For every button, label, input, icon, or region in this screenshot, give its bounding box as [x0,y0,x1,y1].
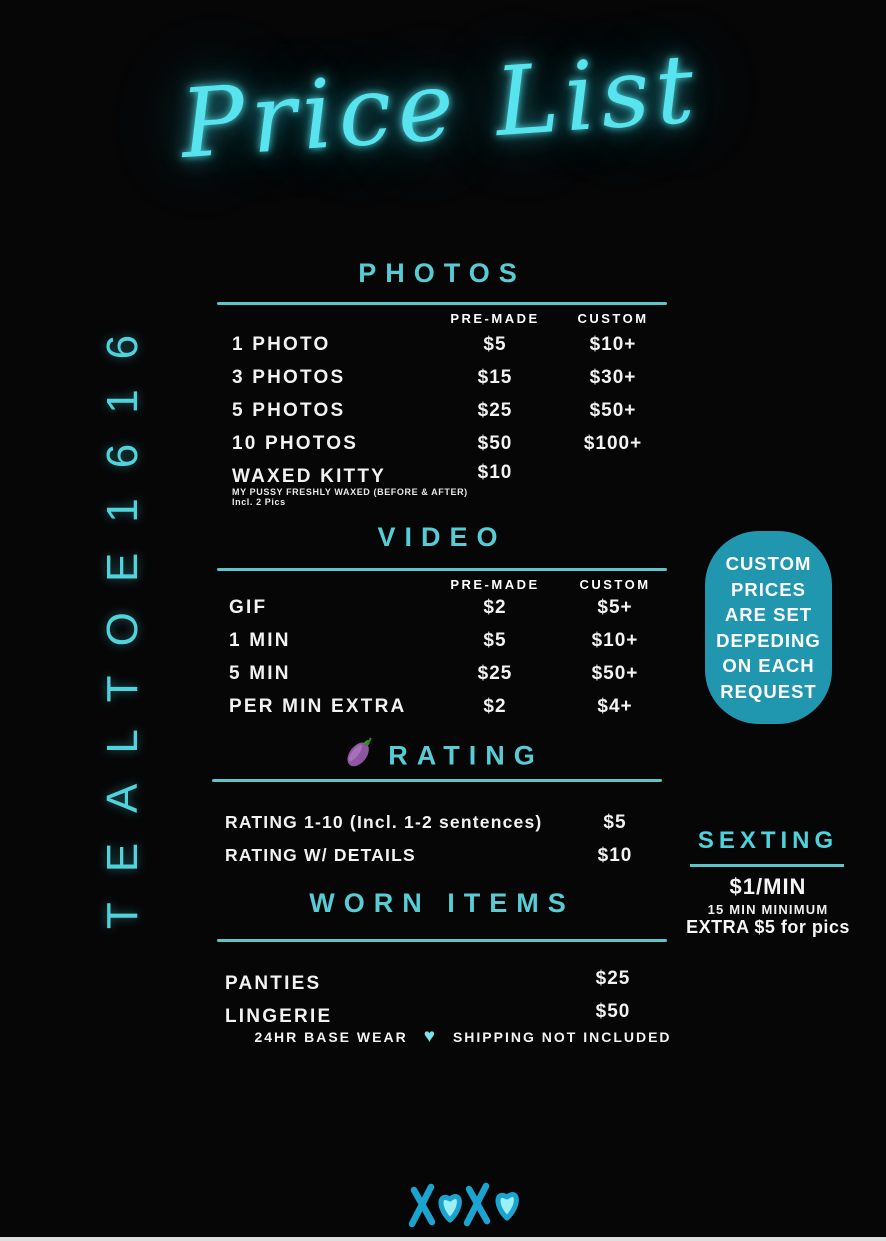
custom-price: $10+ [589,334,637,355]
photos-heading: PHOTOS [358,258,526,288]
video-col-premade: PRE-MADE [450,577,540,592]
photos-divider [217,302,667,305]
row-label: 1 MIN [229,630,291,651]
row-label: 1 PHOTO [232,334,331,355]
premade-price: $25 [477,663,513,684]
worn-items-footer [217,1026,709,1047]
row-label: PANTIES [225,973,322,994]
row-label: RATING 1-10 (Incl. 1-2 sentences) [225,812,543,832]
custom-badge-line: DEPEDING [716,629,821,651]
photos-col-custom: CUSTOM [577,311,649,326]
waxed-kitty-note-line2: Incl. 2 Pics [232,497,286,507]
custom-badge-line: REQUEST [720,680,817,702]
premade-price: $50 [477,433,513,454]
custom-prices-badge [705,531,832,724]
rating-price: $10 [597,845,633,866]
eggplant-icon [340,732,380,779]
custom-price: $30+ [589,367,637,388]
row-label: 5 PHOTOS [232,400,346,421]
sexting-minimum: 15 MIN MINIMUM [707,902,829,917]
row-label: LINGERIE [225,1006,333,1027]
custom-price: $5+ [597,597,633,618]
premade-price: $5 [483,630,507,651]
worn-items-divider [217,939,667,942]
premade-price: $10 [477,462,513,483]
xoxo-icon [406,1176,524,1239]
waxed-kitty-note-line1: MY PUSSY FRESHLY WAXED (BEFORE & AFTER) [232,487,468,497]
worn-price: $25 [595,968,631,989]
custom-price: $50+ [589,400,637,421]
worn-footer-left: 24HR BASE WEAR [254,1029,408,1045]
page-title: Price List [177,34,704,181]
premade-price: $2 [483,696,507,717]
premade-price: $5 [483,334,507,355]
row-label: GIF [229,597,268,618]
premade-price: $25 [477,400,513,421]
video-heading: VIDEO [377,522,507,552]
sexting-heading: SEXTING [697,827,839,854]
custom-price: $100+ [583,433,643,454]
sexting-rate: $1/MIN [729,874,807,899]
sexting-extra: EXTRA $5 for pics [686,917,850,937]
photos-col-premade: PRE-MADE [450,311,540,326]
brand-vertical-text: TEALTOE1616 [98,304,147,930]
rating-heading [217,734,667,781]
row-label: 10 PHOTOS [232,433,359,454]
custom-badge-line: PRICES [731,578,806,600]
heart-icon: ♥ [423,1026,437,1047]
row-label: WAXED KITTY [232,466,387,487]
custom-badge-line: CUSTOM [725,553,812,574]
video-col-custom: CUSTOM [579,577,651,592]
custom-price: $10+ [591,630,639,651]
premade-price: $15 [477,367,513,388]
row-label: 5 MIN [229,663,291,684]
rating-price: $5 [603,812,627,833]
custom-badge-line: ON EACH [722,655,815,676]
row-label: 3 PHOTOS [232,367,346,388]
worn-price: $50 [595,1001,631,1022]
worn-footer-right: SHIPPING NOT INCLUDED [452,1029,672,1045]
sexting-divider [690,864,844,867]
custom-badge-line: ARE SET [724,604,813,625]
custom-price: $50+ [591,663,639,684]
custom-price: $4+ [597,696,633,717]
worn-items-heading: WORN ITEMS [309,888,575,918]
bottom-edge-strip [0,1237,886,1241]
premade-price: $2 [483,597,507,618]
rating-heading-label: RATING [388,740,544,771]
rating-divider [212,779,662,782]
video-divider [217,568,667,571]
row-label: RATING W/ DETAILS [225,845,416,865]
row-label: PER MIN EXTRA [229,696,407,717]
